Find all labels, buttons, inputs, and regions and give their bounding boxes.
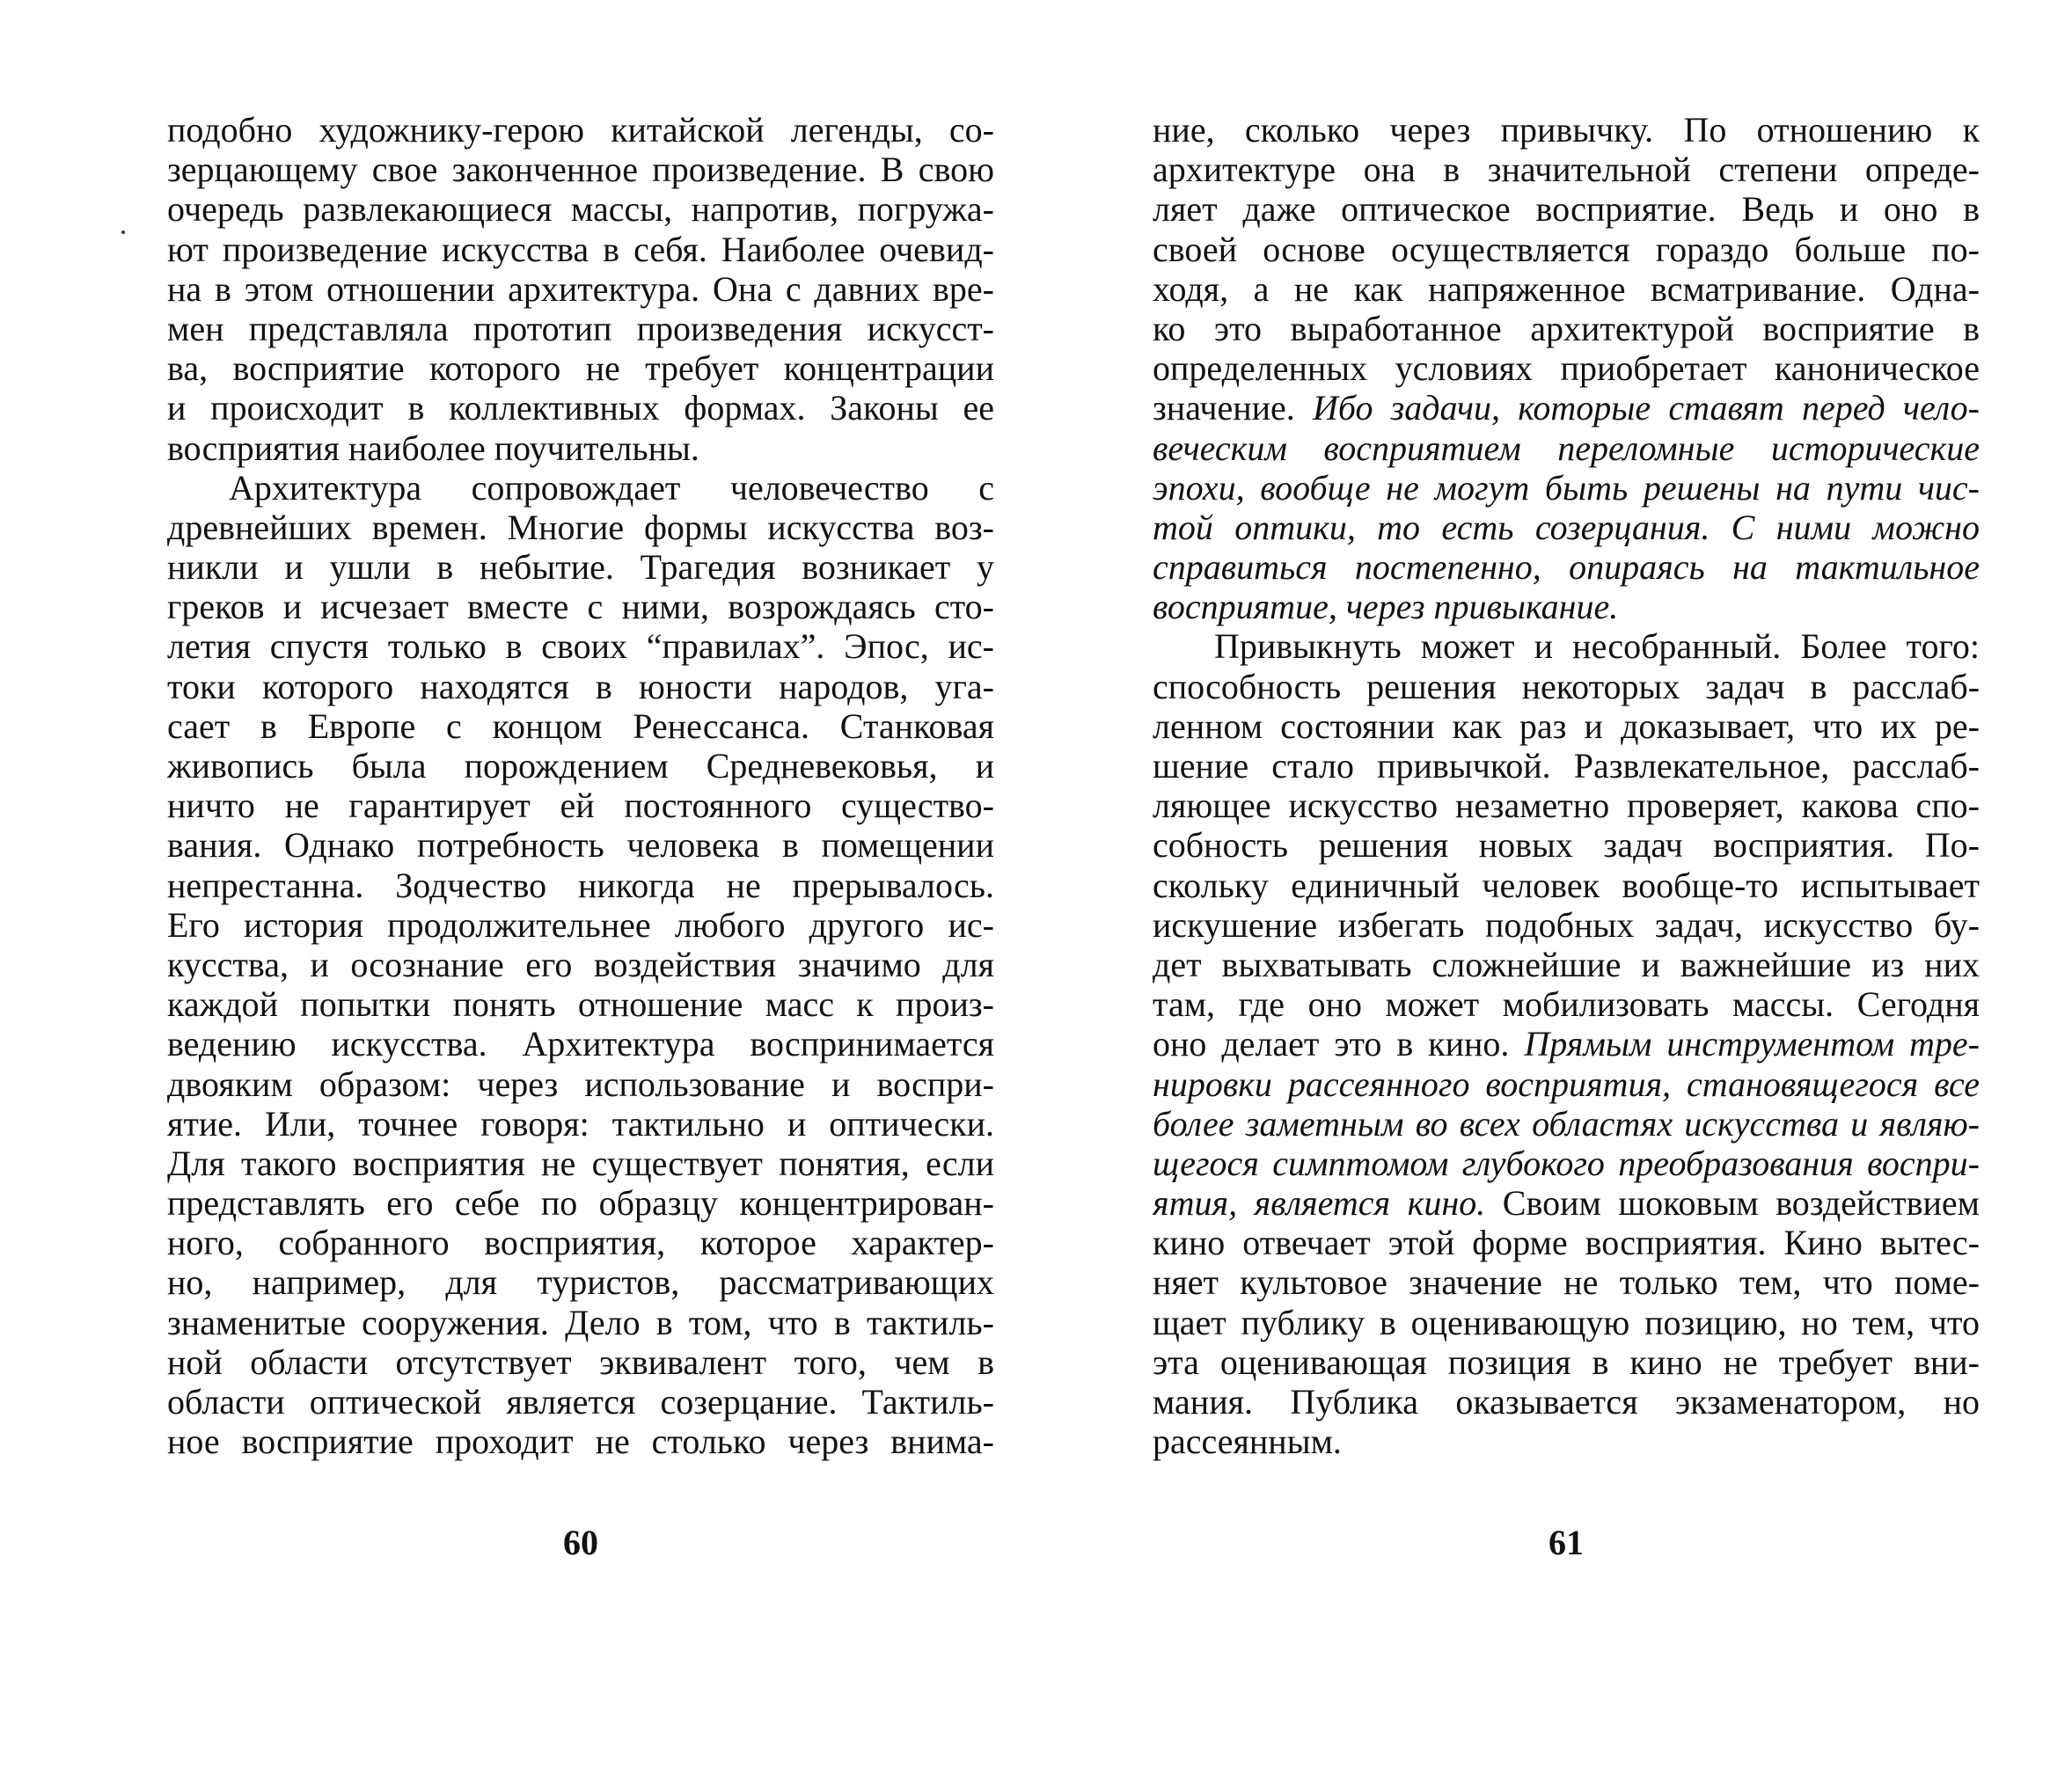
text-line xyxy=(1153,1422,1980,1461)
text-run: няет культовое значение не только тем, что поме- xyxy=(1153,1262,1980,1303)
text-run: мания. Публика оказывается экзаменатором, но xyxy=(1153,1382,1980,1422)
text-run: восприятия наиболее поучительны. xyxy=(167,428,699,468)
text-run: ва, восприятие которого не требует концентрации xyxy=(167,348,994,389)
text-line xyxy=(1153,1024,1980,1064)
text-line xyxy=(167,825,994,865)
text-run: двояким образом: через использование и воспри- xyxy=(167,1064,994,1104)
text-line xyxy=(1153,1303,1980,1342)
text-run: мен представляла прототип произведения искусст- xyxy=(167,308,994,348)
text-line xyxy=(167,1342,994,1382)
text-line xyxy=(1153,1183,1980,1223)
text-run: ляет даже оптическое восприятие. Ведь и оно в xyxy=(1153,189,1980,230)
text-run: оно делает это в кино. xyxy=(1153,1024,1525,1064)
text-line xyxy=(1153,905,1980,945)
text-run: и происходит в коллективных формах. Законы ее xyxy=(167,388,994,428)
right-page xyxy=(1153,0,1980,1769)
page-number-right: 61 xyxy=(1549,1523,1584,1562)
italic-text-run: Ибо задачи, которые ставят перед чело- xyxy=(1312,388,1980,428)
text-run: эта оценивающая позиция в кино не требует вни- xyxy=(1153,1341,1980,1382)
text-run: шение стало привычкой. Развлекательное, расслаб- xyxy=(1153,746,1980,786)
text-line xyxy=(167,626,994,666)
text-line xyxy=(167,587,994,626)
text-run: архитектуре она в значительной степени опреде- xyxy=(1153,150,1980,190)
italic-text-run: нировки рассеянного восприятия, становящегося все xyxy=(1153,1064,1980,1104)
text-line xyxy=(167,1223,994,1262)
italic-text-run: веческим восприятием переломные исторические xyxy=(1153,428,1980,468)
text-line xyxy=(1153,309,1980,348)
text-line xyxy=(167,230,994,269)
italic-text-run: эпохи, вообще не могут быть решены на пути чис- xyxy=(1153,467,1980,508)
text-line xyxy=(1153,348,1980,388)
text-line xyxy=(167,348,994,388)
text-run: ходя, а не как напряженное всматривание. Одна- xyxy=(1153,268,1980,309)
text-run: ведению искусства. Архитектура воспринимается xyxy=(167,1024,994,1064)
text-line xyxy=(167,388,994,428)
text-run: летия спустя только в своих “правилах”. Эпос, ис- xyxy=(167,626,994,667)
text-run: кусства, и осознание его воздействия значимо для xyxy=(167,944,994,984)
text-line xyxy=(1153,468,1980,508)
text-line xyxy=(1153,189,1980,229)
text-line xyxy=(1153,825,1980,865)
text-run: древнейших времен. Многие формы искусства воз- xyxy=(167,507,994,547)
text-line xyxy=(1153,508,1980,547)
text-line xyxy=(167,1064,994,1104)
text-run: рассеянным. xyxy=(1153,1422,1342,1462)
text-line xyxy=(1153,1382,1980,1422)
text-run: представлять его себе по образцу концентрирован- xyxy=(167,1183,994,1224)
text-run: сает в Европе с концом Ренессанса. Станковая xyxy=(167,705,994,746)
text-line xyxy=(1153,626,1980,666)
text-run: живопись была порождением Средневековья, и xyxy=(167,746,994,786)
text-line xyxy=(167,428,994,468)
text-line xyxy=(1153,269,1980,309)
text-run: ятие. Или, точнее говоря: тактильно и оптически. xyxy=(167,1103,994,1144)
text-run: ляющее искусство незаметно проверяет, какова спо- xyxy=(1153,786,1980,826)
text-line xyxy=(1153,984,1980,1024)
right-page-text xyxy=(1153,110,1980,1509)
text-run: вания. Однако потребность человека в помещении xyxy=(167,825,994,866)
text-line xyxy=(167,866,994,905)
text-line xyxy=(167,746,994,786)
text-line xyxy=(167,984,994,1024)
text-line xyxy=(167,110,994,150)
text-line xyxy=(1153,1104,1980,1144)
text-run: на в этом отношении архитектура. Она с давних вре- xyxy=(167,268,994,309)
text-run: знаменитые сооружения. Дело в том, что в тактиль- xyxy=(167,1302,994,1342)
text-run: Архитектура сопровождает человечество с xyxy=(229,467,994,508)
text-line xyxy=(1153,1064,1980,1104)
text-line xyxy=(167,1183,994,1223)
italic-text-run: восприятие, через привыкание. xyxy=(1153,587,1619,627)
text-line xyxy=(1153,150,1980,189)
italic-text-run: Прямым инструментом тре- xyxy=(1524,1024,1980,1064)
text-run: Привыкнуть может и несобранный. Более того: xyxy=(1214,626,1980,667)
scan-speck xyxy=(121,230,125,234)
text-line xyxy=(167,508,994,547)
text-line xyxy=(1153,587,1980,626)
text-run: значение. xyxy=(1153,388,1313,428)
italic-text-run: щегося симптомом глубокого преобразования воспри- xyxy=(1153,1143,1980,1183)
text-line xyxy=(167,667,994,706)
text-run: греков и исчезает вместе с ними, возрождаясь сто- xyxy=(167,587,994,627)
text-line xyxy=(1153,428,1980,468)
italic-text-run: ятия, является кино. xyxy=(1153,1183,1486,1224)
text-run: кино отвечает этой форме восприятия. Кино вытес- xyxy=(1153,1223,1980,1263)
text-run: токи которого находятся в юности народов, уга- xyxy=(167,666,994,706)
text-run: ничто не гарантирует ей постоянного существо- xyxy=(167,786,994,826)
text-run: очередь развлекающиеся массы, напротив, погружа- xyxy=(167,189,994,230)
page-number-left: 60 xyxy=(563,1523,598,1562)
text-run: ко это выработанное архитектурой восприятие в xyxy=(1153,308,1980,348)
text-run: подобно художнику-герою китайской легенды, со- xyxy=(167,110,994,150)
text-line xyxy=(1153,667,1980,706)
text-run: но, например, для туристов, рассматривающих xyxy=(167,1262,994,1303)
text-line xyxy=(1153,110,1980,150)
text-line xyxy=(1153,1262,1980,1302)
text-run: каждой попытки понять отношение масс к произ- xyxy=(167,984,994,1025)
text-run: искушение избегать подобных задач, искусство бу- xyxy=(1153,904,1980,945)
text-run: области оптической является созерцание. Тактиль- xyxy=(167,1382,994,1422)
text-line xyxy=(167,309,994,348)
text-run: ленном состоянии как раз и доказывает, что их ре- xyxy=(1153,705,1980,746)
text-line xyxy=(1153,866,1980,905)
text-run: ют произведение искусства в себя. Наиболее очевид- xyxy=(167,229,994,269)
text-run: там, где оно может мобилизовать массы. Сегодня xyxy=(1153,984,1980,1025)
text-line xyxy=(167,1422,994,1461)
text-run: никли и ушли в небытие. Трагедия возникает у xyxy=(167,547,994,588)
text-run: дет выхватывать сложнейшие и важнейшие из них xyxy=(1153,944,1980,984)
text-run: собность решения новых задач восприятия. По- xyxy=(1153,825,1980,866)
text-line xyxy=(167,905,994,945)
text-run: Для такого восприятия не существует понятия, если xyxy=(167,1143,994,1183)
text-run: ной области отсутствует эквивалент того, чем в xyxy=(167,1341,994,1382)
text-run: Своим шоковым воздействием xyxy=(1485,1183,1980,1224)
text-run: ное восприятие проходит не столько через внима- xyxy=(167,1422,994,1462)
italic-text-run: справиться постепенно, опираясь на тактильное xyxy=(1153,547,1980,588)
text-run: Его история продолжительнее любого другого ис- xyxy=(167,904,994,945)
text-line xyxy=(167,1024,994,1064)
text-line xyxy=(1153,1342,1980,1382)
text-line xyxy=(167,706,994,746)
text-run: ние, сколько через привычку. По отношению к xyxy=(1153,110,1980,150)
text-line xyxy=(167,468,994,508)
text-line xyxy=(1153,1223,1980,1262)
text-line xyxy=(167,1262,994,1302)
text-line xyxy=(167,945,994,984)
text-line xyxy=(167,547,994,587)
italic-text-run: более заметным во всех областях искусства и являю- xyxy=(1153,1103,1980,1144)
text-line xyxy=(167,1144,994,1183)
text-run: непрестанна. Зодчество никогда не прерывалось. xyxy=(167,865,994,905)
text-line xyxy=(167,269,994,309)
text-run: способность решения некоторых задач в расслаб- xyxy=(1153,666,1980,706)
text-line xyxy=(1153,230,1980,269)
text-run: щает публику в оценивающую позицию, но тем, что xyxy=(1153,1302,1980,1342)
text-line xyxy=(167,1303,994,1342)
text-line xyxy=(1153,945,1980,984)
text-line xyxy=(1153,1144,1980,1183)
text-line xyxy=(167,1104,994,1144)
text-line xyxy=(1153,746,1980,786)
text-line xyxy=(1153,388,1980,428)
left-page xyxy=(167,0,994,1769)
italic-text-run: той оптики, то есть созерцания. С ними можно xyxy=(1153,507,1980,547)
text-line xyxy=(1153,786,1980,825)
text-run: скольку единичный человек вообще-то испытывает xyxy=(1153,865,1980,905)
text-line xyxy=(167,150,994,189)
text-line xyxy=(167,189,994,229)
text-run: зерцающему свое законченное произведение. В свою xyxy=(167,150,994,190)
text-line xyxy=(167,786,994,825)
text-run: своей основе осуществляется гораздо больше по- xyxy=(1153,229,1980,269)
left-page-text xyxy=(167,110,994,1509)
text-line xyxy=(1153,547,1980,587)
text-line xyxy=(1153,706,1980,746)
text-line xyxy=(167,1382,994,1422)
text-run: ного, собранного восприятия, которое характер- xyxy=(167,1223,994,1263)
text-run: определенных условиях приобретает каноническое xyxy=(1153,348,1980,389)
